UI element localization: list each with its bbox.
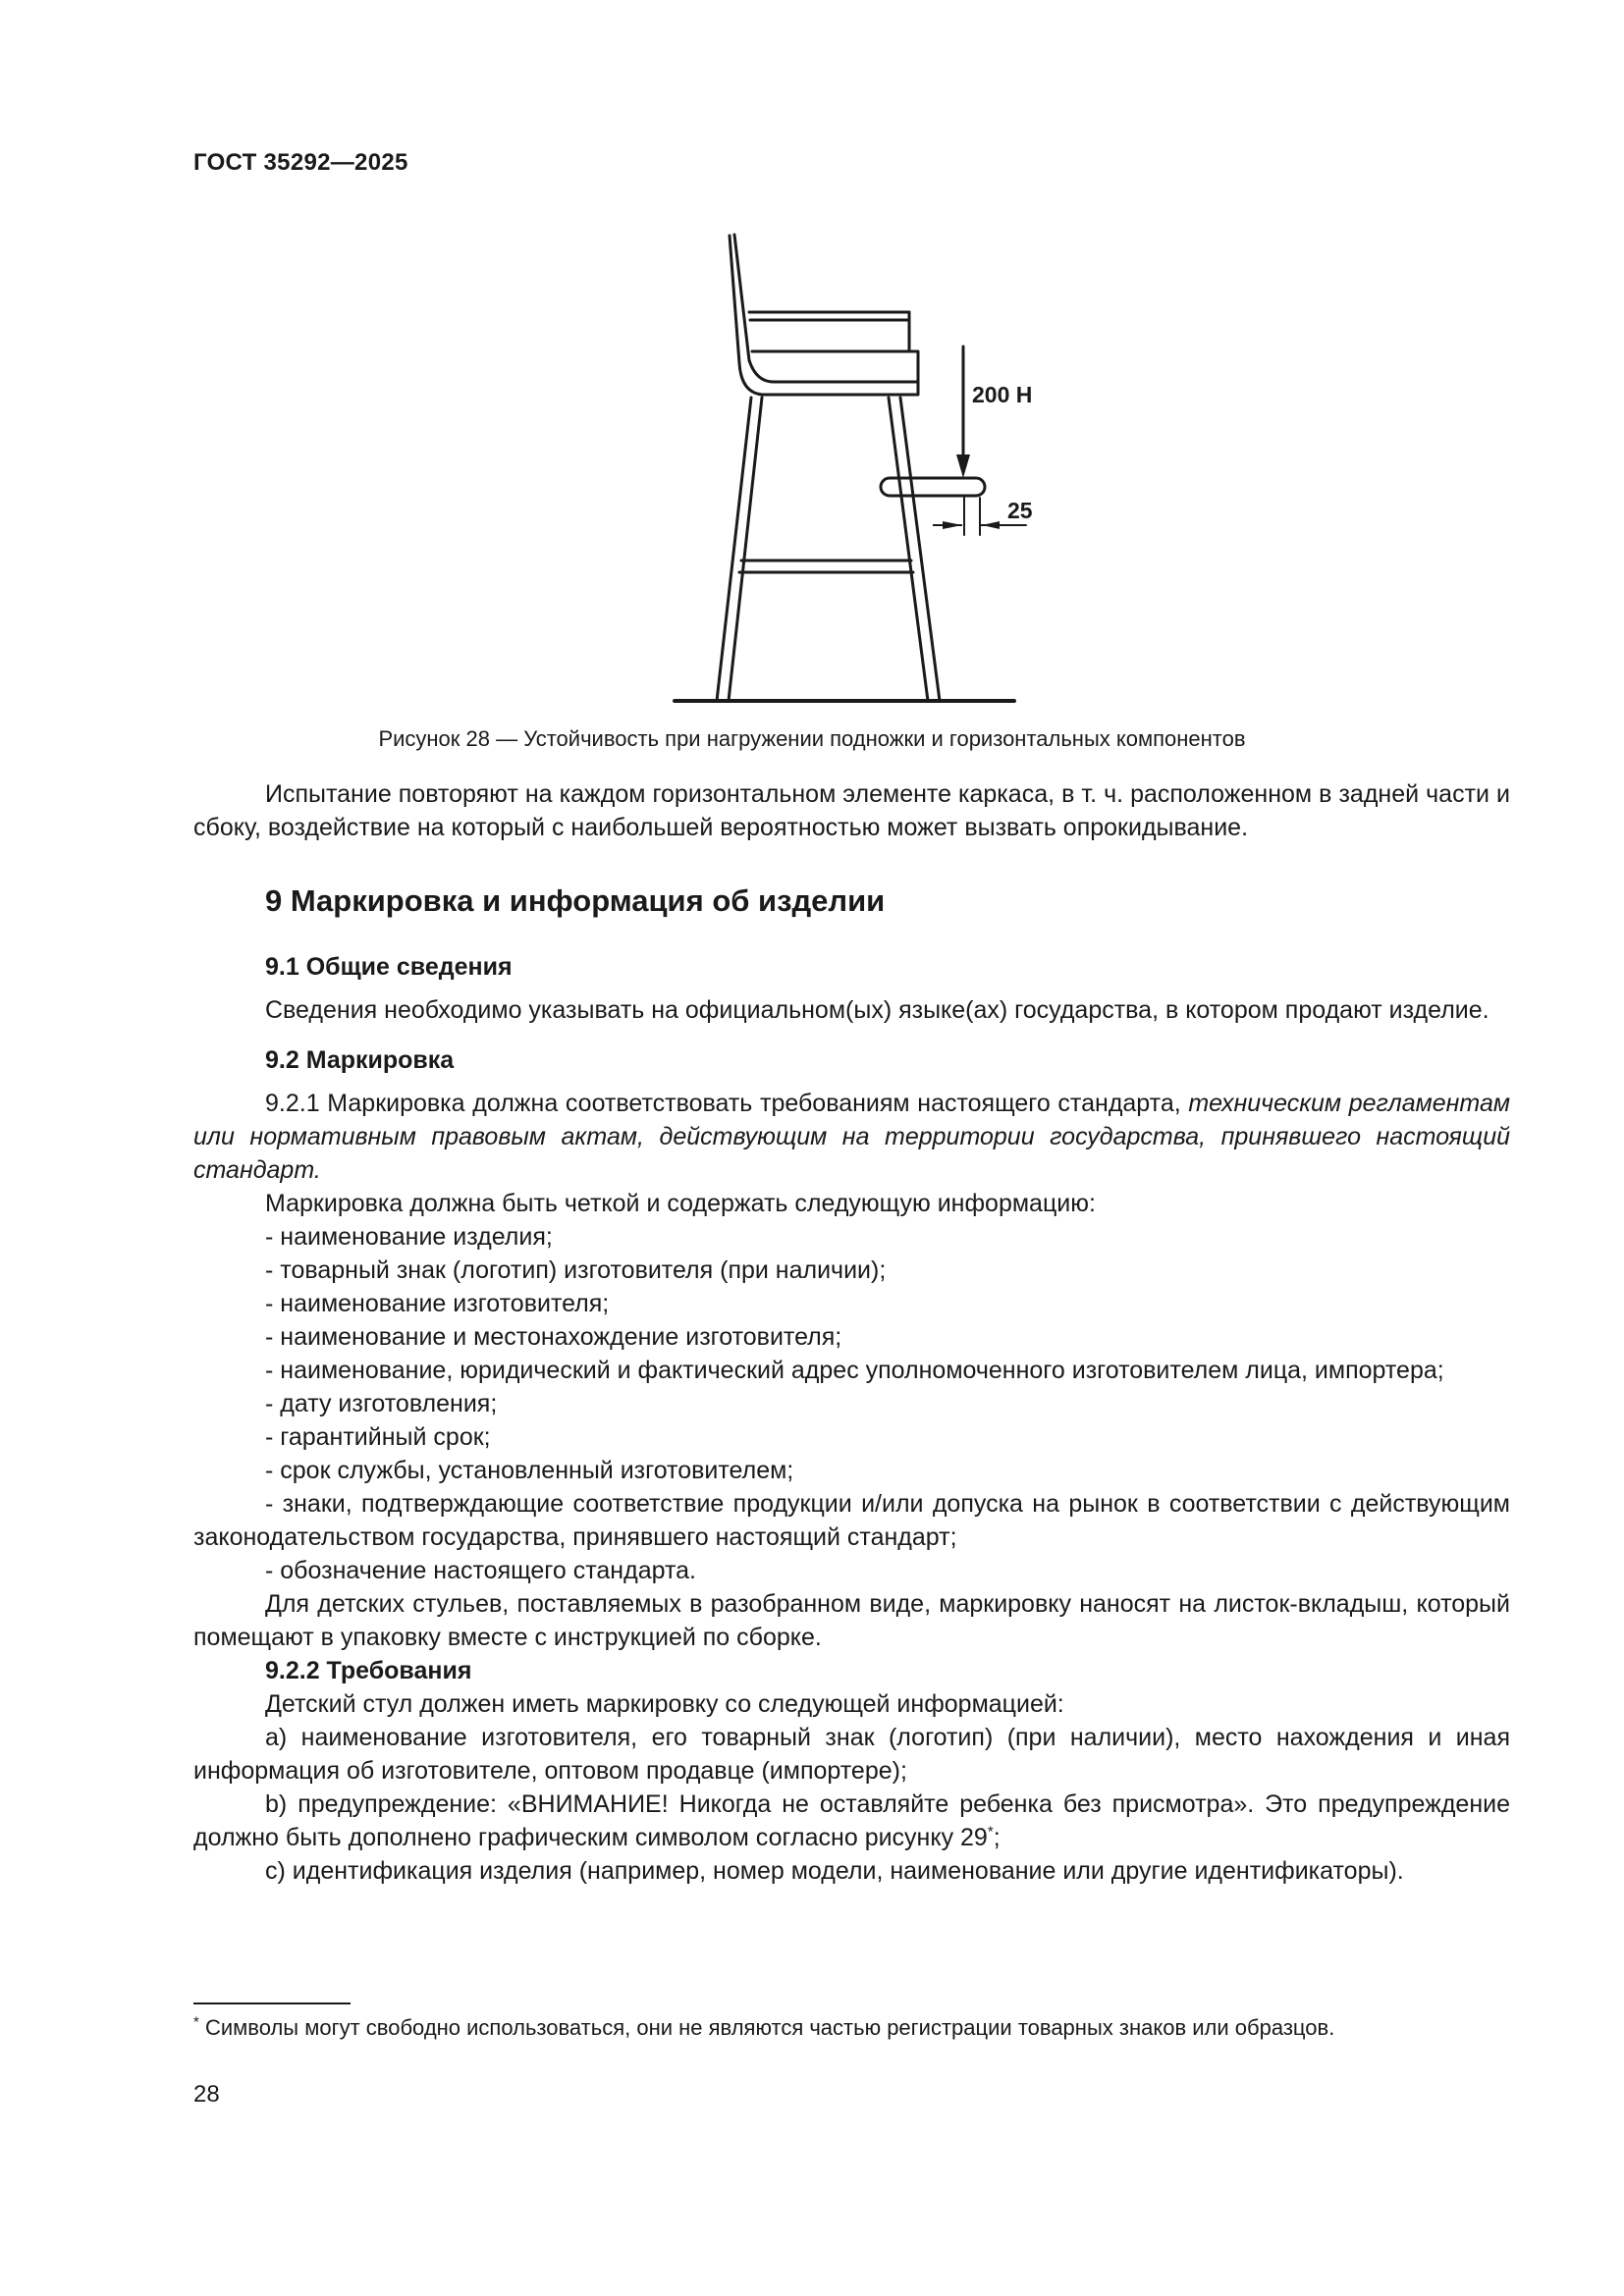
paragraph-intro: Детский стул должен иметь маркировку со следующей информацией: [265, 1690, 1064, 1718]
list-item: - наименование, юридический и фактический адрес уполномоченного изготовителем лица, импортера; [265, 1357, 1444, 1384]
paragraph-test: Испытание повторяют на каждом горизонтальном элементе каркаса, в т. ч. расположенном в задней части и сбоку, воздействие на который с наибольшей вероятностью может вызвать опрокидывание. [193, 780, 1510, 841]
list-item: - гарантийный срок; [265, 1423, 491, 1451]
figure-high-chair-stability [648, 221, 1060, 712]
seat-cushion [739, 351, 918, 395]
section-heading: 9 Маркировка и информация об изделии [265, 883, 886, 918]
paragraph-italic: техническим регламентам или нормативным правовым актам, действующим на территории государства, принявшего настоящий стандарт. [193, 1090, 1510, 1184]
front-leg-right [900, 398, 940, 701]
list-item: - обозначение настоящего стандарта. [265, 1557, 696, 1584]
subsection-heading: 9.2.2 Требования [265, 1657, 472, 1684]
dimension-label: 25 [1007, 498, 1033, 523]
list-item: - наименование изготовителя; [265, 1290, 610, 1317]
paragraph-general: Сведения необходимо указывать на официальном(ых) языке(ах) государства, в котором продают изделие. [265, 996, 1489, 1024]
page-number: 28 [193, 2081, 220, 2108]
document-body [193, 777, 1510, 1888]
document-header: ГОСТ 35292—2025 [193, 149, 408, 176]
footnote-mark: * [193, 2013, 199, 2031]
footnote-text: Символы могут свободно использоваться, они не являются частью регистрации товарных знаков или образцов. [198, 2015, 1335, 2040]
footnote [193, 2012, 1510, 2044]
list-item-b [193, 1788, 1510, 1854]
dimension-arrow-right [982, 521, 1000, 529]
subsection-heading: 9.1 Общие сведения [265, 953, 513, 981]
list-item-a: а) наименование изготовителя, его товарный знак (логотип) (при наличии), место нахождения и иная информация об изготовителе, оптовом продавце (импортере); [193, 1724, 1510, 1785]
paragraph-9-2-1 [193, 1087, 1510, 1187]
list-item-b-text: b) предупреждение: «ВНИМАНИЕ! Никогда не оставляйте ребенка без присмотра». Это предупреждение должно быть дополнено графическим символом согласно рисунку 29 [193, 1790, 1510, 1851]
list-item-c: c) идентификация изделия (например, номер модели, наименование или другие идентификаторы). [265, 1857, 1404, 1885]
footnote-divider [193, 2002, 351, 2004]
list-item-b-end: ; [993, 1824, 1001, 1851]
list-item: - срок службы, установленный изготовителем; [265, 1457, 794, 1484]
paragraph-info: Маркировка должна быть четкой и содержать следующую информацию: [265, 1190, 1096, 1217]
list-item: - дату изготовления; [265, 1390, 498, 1417]
force-label: 200 Н [972, 382, 1033, 407]
subsection-heading: 9.2 Маркировка [265, 1046, 455, 1074]
figure-caption: Рисунок 28 — Устойчивость при нагружении подножки и горизонтальных компонентов [378, 726, 1246, 751]
paragraph-kids: Для детских стульев, поставляемых в разобранном виде, маркировку наносят на листок-вкладыш, который помещают в упаковку вместе с инструкцией по сборке. [193, 1590, 1510, 1651]
front-leg-left [889, 398, 928, 701]
footnote-reference: * [987, 1823, 994, 1841]
footrest [881, 478, 985, 496]
list-item: - наименование изделия; [265, 1223, 553, 1251]
list-item: - товарный знак (логотип) изготовителя (при наличии); [265, 1256, 887, 1284]
paragraph-lead: 9.2.1 Маркировка должна соответствовать требованиям настоящего стандарта, [265, 1090, 1189, 1117]
force-arrow-head [956, 454, 970, 478]
list-item: - знаки, подтверждающие соответствие продукции и/или допуска на рынок в соответствии с действующим законодательством государства, принявшего настоящий стандарт; [193, 1490, 1510, 1551]
list-item: - наименование и местонахождение изготовителя; [265, 1323, 842, 1351]
